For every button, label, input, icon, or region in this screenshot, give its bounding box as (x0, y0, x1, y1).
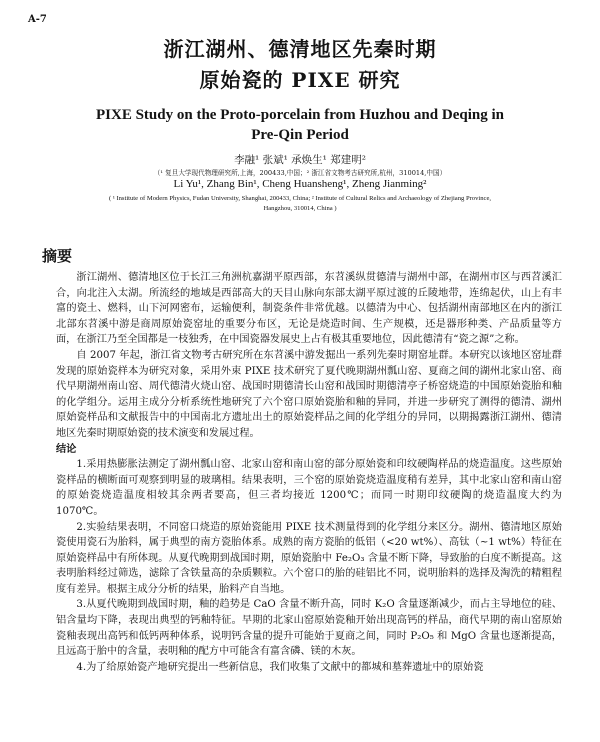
title-zh-line1: 浙江湖州、德清地区先秦时期 (163, 37, 437, 61)
abstract-paragraph-2: 自 2007 年起，浙江省文物考古研究所在东苕溪中游发掘出一系列先秦时期窑址群。本研究以该地区窑址群发现的原始瓷样本为研究对象，采用外束 PIXE 技术研究了夏代晚期湖州瓢山窑、夏商之间的湖州北家山窑、商代早期湖州南山窑、周代德清火烧山窑、战国时期德清长山窑和战国时期德清亭子桥窑烧造的中国原始瓷胎和釉的化学组分。运用主成分分析系统性地研究了六个窑口原始瓷胎和釉的异同，并进一步研究了测得的德清、湖州原始瓷样品和文献报告中的中国南北方遗址出土的原始瓷样品之间的化学组分的异同，以期揭露浙江湖州、德清地区先秦时期原始瓷的技术演变和发展过程。 (56, 349, 562, 439)
page-label: A-7 (28, 14, 47, 25)
affiliations-en-line2: Hangzhou, 310014, China ) (263, 205, 337, 212)
title-en-line2: Pre-Qin Period (251, 127, 349, 143)
title-zh-line2: 原始瓷的 PIXE 研究 (199, 68, 401, 92)
authors-zh: 李融¹ 张斌¹ 承焕生¹ 郑建明² (234, 154, 366, 166)
authors-en: Li Yu¹, Zhang Bin¹, Cheng Huansheng¹, Zheng Jianming² (173, 178, 427, 190)
conclusion-item-3: 3.从夏代晚期到战国时期，釉的趋势是 CaO 含量不断升高，同时 K₂O 含量逐渐减少，而占主导地位的硅、铝含量均下降，表现出典型的钙釉特征。早期的北家山窑原始瓷釉开始出现高钙的样品，商代早期的南山窑原始瓷釉表现出高钙和低钙两种体系，说明钙含量的提升可能始于夏商之间，同时 P₂O₅ 和 MgO 含量也逐渐提高，且远高于胎中的含量，表明釉的配方中可能含有富含磷、镁的木灰。 (56, 599, 562, 658)
conclusion-heading: 结论 (56, 442, 77, 455)
affiliations-en-line1: ( ¹ Institute of Modern Physics, Fudan University, Shanghai, 200433, China; ² Institute of Cultural Relics and Archaeology of Zhejiang Province, (108, 195, 492, 202)
conclusion-item-2: 2.实验结果表明，不同窑口烧造的原始瓷能用 PIXE 技术测量得到的化学组分来区分。湖州、德清地区原始瓷使用瓷石为胎料，属于典型的南方瓷胎体系。成熟的南方瓷胎的低铝（<20 wt%）、高钛（~1 wt%）特征在原始瓷样品中有所体现。从夏代晚期到战国时期，原始瓷胎中 Fe₂O₃ 含量不断下降，导致胎的白度不断提高。这表明胎料经过筛选，滤除了含铁量高的杂质颗粒。六个窑口的胎的硅铝比不同，说明胎料的选择及淘洗的精粗程度有差异。根据主成分分析的结果，胎料产自当地。 (56, 521, 562, 595)
affiliations-zh: （¹ 复旦大学现代物理研究所,上海，200433,中国；² 浙江省文物考古研究所,杭州，310014,中国） (153, 169, 447, 177)
conclusion-item-4: 4.为了给原始瓷产地研究提出一些新信息，我们收集了文献中的都城和墓葬遗址中的原始瓷 (76, 661, 484, 673)
conclusion-item-1: 1.采用热膨胀法测定了湖州瓢山窑、北家山窑和南山窑的部分原始瓷和印纹硬陶样品的烧造温度。这些原始瓷样品的横断面可观察到明显的玻璃相。结果表明，三个窑的原始瓷烧造温度稍有差异，其中北家山窑和南山窑的原始瓷烧造温度相较其余两者要高，但三者均接近 1200℃；而同一时期印纹硬陶的烧造温度大约为 1070℃。 (56, 459, 562, 517)
abstract-body (56, 270, 562, 675)
abstract-heading: 摘要 (42, 247, 73, 265)
abstract-paragraph-1: 浙江湖州、德清地区位于长江三角洲杭嘉湖平原西部，东苕溪纵贯德清与湖州中部，在湖州市区与西苕溪汇合，向北注入太湖。所流经的地域是西部高大的天目山脉向东部太湖平原过渡的丘陵地带，连绵起伏，山上有丰富的瓷土、燃料，山下河网密布，运输便利，制瓷条件非常优越。以德清为中心、包括湖州南部地区在内的浙江北部东苕溪中游是商周原始瓷窑址的重要分布区，无论是烧造时间、生产规模，还是器形种类、产品质量等方面，在浙江乃至全国都是一枝独秀，在中国瓷器发展史上占有极其重要地位，因此德清有“瓷之源”之称。 (56, 272, 562, 346)
title-en-line1: PIXE Study on the Proto-porcelain from Huzhou and Deqing in (96, 107, 504, 123)
